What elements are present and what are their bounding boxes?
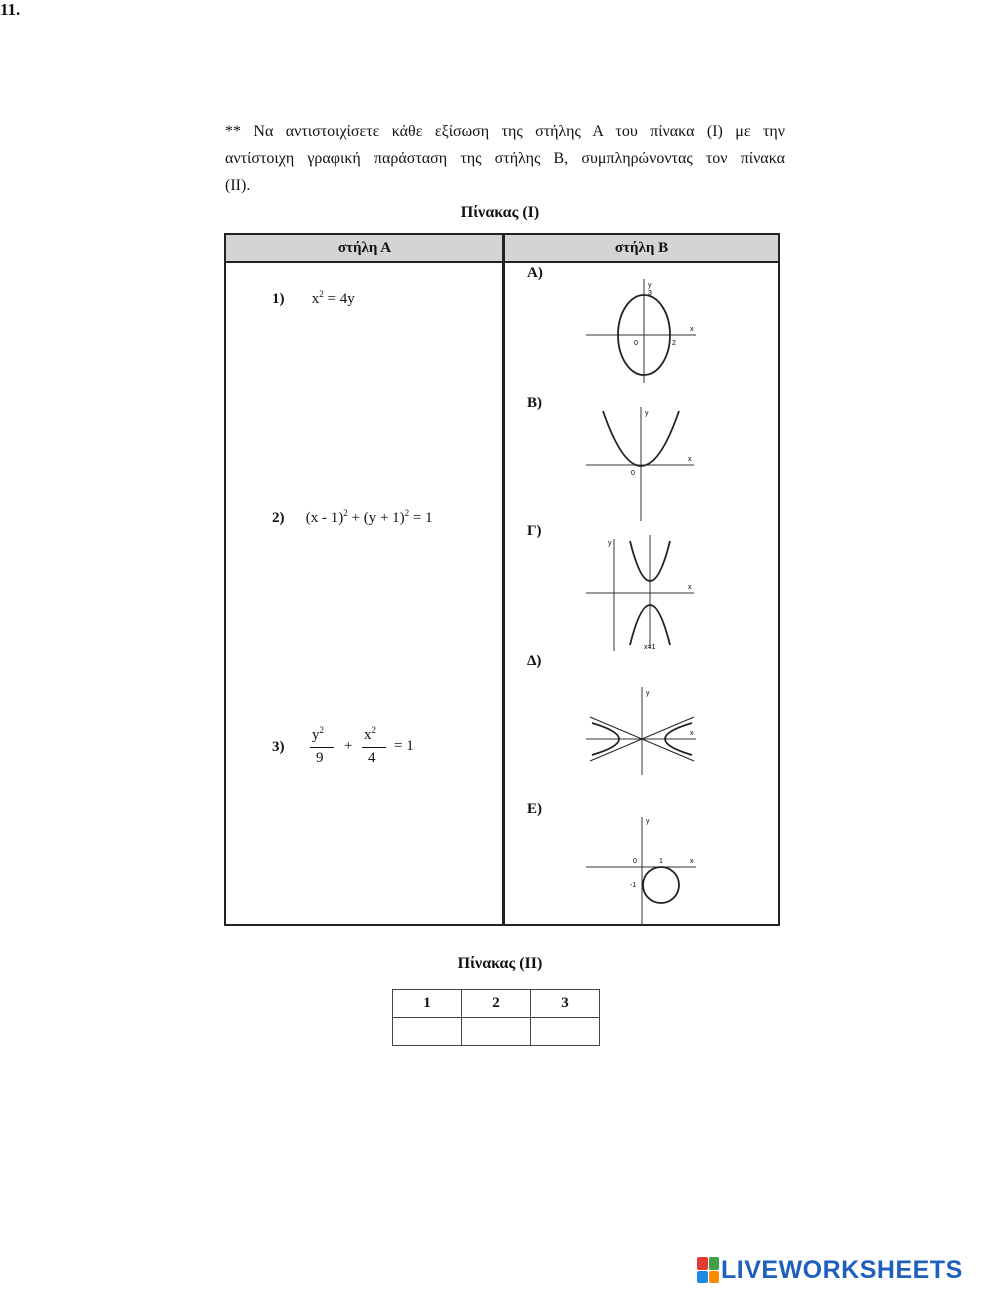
answer-table-header-row (393, 990, 600, 1018)
graph-label-y: y (608, 540, 612, 547)
parabola-graph (586, 403, 706, 523)
table2-caption: Πίνακας (ΙΙ) (457, 955, 543, 972)
graph-label-x: x (690, 730, 694, 737)
answer-header-2: 2 (462, 990, 531, 1018)
circle-graph (586, 813, 706, 925)
graph-label-x: x (690, 326, 694, 333)
option-a-label: Α) (527, 265, 543, 281)
equation-3-formula: $y^2$ 9 + $x^2$ 4 = 1 (312, 725, 414, 766)
option-d-label: Δ) (527, 653, 542, 669)
answer-cell-3[interactable] (531, 1018, 600, 1046)
table-1 (224, 233, 780, 926)
graph-label-y: y (646, 690, 650, 697)
logo-square-orange (709, 1271, 720, 1284)
hyperbola-vertical-graph (586, 533, 706, 655)
option-b-label: Β) (527, 395, 542, 411)
graph-label-origin: 0 (631, 470, 635, 477)
answer-header-3: 3 (531, 990, 600, 1018)
brand-name: LIVEWORKSHEETS (721, 1255, 963, 1284)
equation-number: 1) (272, 291, 285, 307)
equation-number: 2) (272, 510, 285, 526)
column-b-header: στήλη Β (614, 240, 669, 256)
liveworksheets-brand (697, 1255, 963, 1285)
liveworksheets-logo-icon (697, 1257, 719, 1283)
graph-label-x: x (688, 456, 692, 463)
graph-label-bottom: x=1 (644, 644, 656, 651)
graph-label-x: x (690, 858, 694, 865)
ellipse-graph (586, 275, 706, 385)
logo-square-red (697, 1257, 708, 1270)
equation-2-formula: $(x - 1)^2 + (y + 1)^2 = 1$ (305, 508, 433, 526)
hyperbola-horizontal-graph (586, 685, 706, 775)
table1-caption: Πίνακας (Ι) (460, 204, 540, 221)
option-g-label: Γ) (527, 523, 542, 539)
graph-label-right: 2 (672, 340, 676, 347)
graph-label-y: y (646, 818, 650, 825)
graph-label-x: x (688, 584, 692, 591)
logo-square-green (709, 1257, 720, 1270)
question-text-line-2: αντίστοιχη γραφική παράσταση της στήλης Β, συμπληρώνοντας τον πίνακα (225, 150, 785, 167)
column-divider (502, 235, 505, 924)
equation-number: 3) (272, 739, 285, 755)
answer-cell-2[interactable] (462, 1018, 531, 1046)
answer-header-1: 1 (393, 990, 462, 1018)
answer-table-input-row (393, 1018, 600, 1046)
graph-label-neg-one: -1 (630, 882, 637, 889)
equation-1-formula: $x^2 = 4y$ (311, 289, 355, 307)
option-e-label: Ε) (527, 801, 542, 817)
answer-table (392, 989, 600, 1046)
graph-label-one: 1 (659, 858, 663, 865)
answer-cell-1[interactable] (393, 1018, 462, 1046)
graph-label-origin: 0 (633, 858, 637, 865)
column-a-header: στήλη Α (337, 240, 392, 256)
graph-label-y: y (648, 282, 652, 289)
logo-square-blue (697, 1271, 708, 1284)
equation-2 (272, 508, 433, 527)
question-text-line-3: (ΙΙ). (225, 177, 251, 194)
question-number: 11. (0, 0, 21, 19)
graph-label-origin: 0 (634, 340, 638, 347)
question-text-line-1: ** Να αντιστοιχίσετε κάθε εξίσωση της στήλης Α του πίνακα (Ι) με την (225, 123, 785, 140)
graph-label-top: 3 (648, 290, 652, 297)
graph-label-y: y (645, 410, 649, 417)
equation-1 (272, 289, 355, 308)
